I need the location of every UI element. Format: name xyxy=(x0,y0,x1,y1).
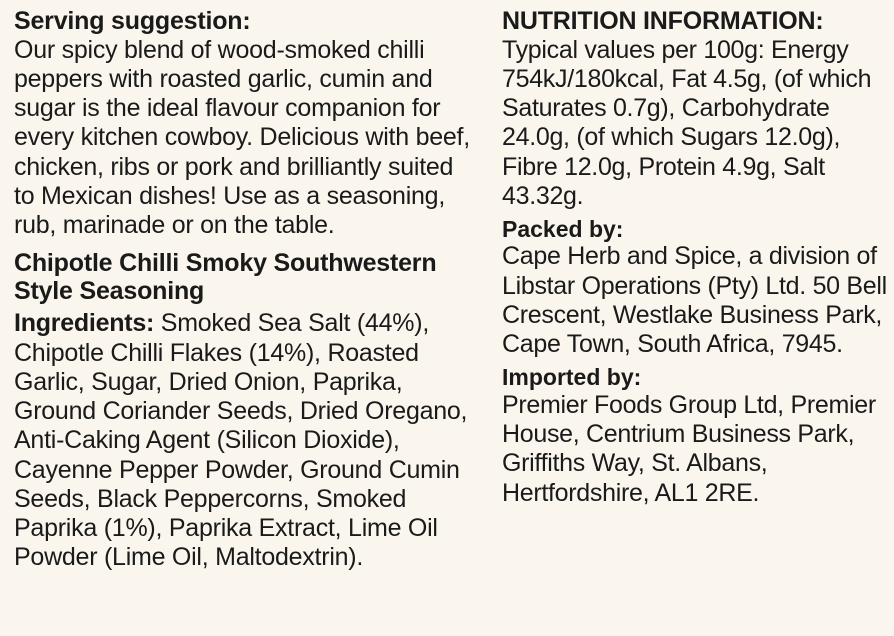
packed-by-text: Cape Herb and Spice, a division of Libstar Operations (Pty) Ltd. 50 Bell Crescent, Westlake Business Park, Cape Town, South Africa, 7945. xyxy=(502,242,887,359)
ingredients-label: Ingredients: xyxy=(14,309,155,338)
imported-by-heading: Imported by: xyxy=(502,364,642,391)
ingredients-block xyxy=(14,309,476,572)
nutrition-information-text: Typical values per 100g: Energy 754kJ/180kcal, Fat 4.5g, (of which Saturates 0.7g), Carbohydrate 24.0g, (of which Sugars 12.0g), Fibre 12.0g, Protein 4.9g, Salt 43.32g. xyxy=(502,35,872,210)
right-column xyxy=(502,8,894,636)
left-column xyxy=(14,8,476,636)
serving-suggestion-text: Our spicy blend of wood-smoked chilli peppers with roasted garlic, cumin and sugar is the ideal flavour companion for every kitchen cowboy. Delicious with beef, chicken, ribs or pork and brilliantly suited to Mexican dishes! Use as a seasoning, rub, marinade or on the table. xyxy=(14,35,470,239)
product-name: Chipotle Chilli Smoky Southwestern Style Seasoning xyxy=(14,249,437,305)
nutrition-information-heading: NUTRITION INFORMATION: xyxy=(502,7,824,35)
imported-by-text: Premier Foods Group Ltd, Premier House, Centrium Business Park, Griffiths Way, St. Albans, Hertfordshire, AL1 2RE. xyxy=(502,390,876,507)
ingredients-text: Smoked Sea Salt (44%), Chipotle Chilli Flakes (14%), Roasted Garlic, Sugar, Dried Onion, Paprika, Ground Coriander Seeds, Dried Oregano, Anti-Caking Agent (Silicon Dioxide), Cayenne Pepper Powder, Ground Cumin Seeds, Black Peppercorns, Smoked Paprika (1%), Paprika Extract, Lime Oil Powder (Lime Oil, Maltodextrin). xyxy=(14,309,468,572)
serving-suggestion-heading: Serving suggestion: xyxy=(14,7,251,35)
packed-by-heading: Packed by: xyxy=(502,216,624,242)
